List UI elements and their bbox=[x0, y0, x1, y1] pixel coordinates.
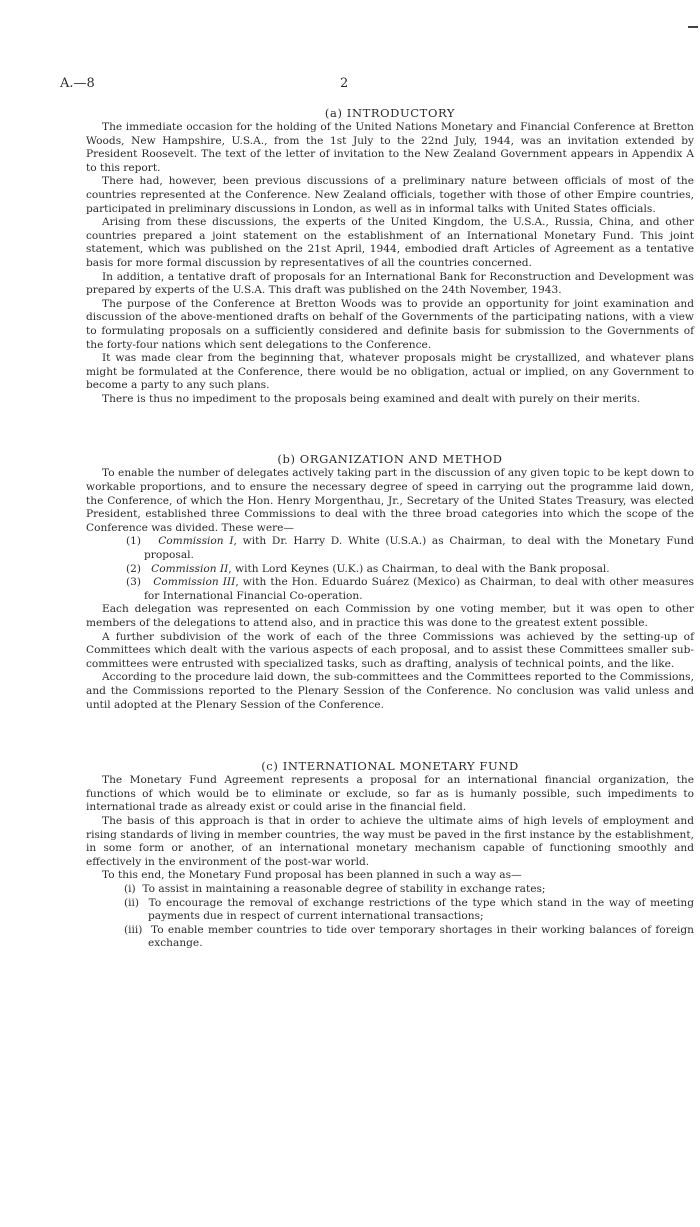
section-heading: (c) INTERNATIONAL MONETARY FUND bbox=[261, 759, 519, 774]
scan-mark bbox=[688, 26, 698, 28]
aims-list bbox=[86, 883, 694, 951]
paragraph: Arising from these discussions, the experts of the United Kingdom, the U.S.A., Russia, China, and other countries prepared a joint statement on the establishment of an International Monetary Fund. This joint statement, which was published on the 21st April, 1944, embodied draft Articles of Agreement as a tentative basis for more formal discussion by representatives of all the countries concerned. bbox=[86, 216, 694, 269]
list-item: (i) To assist in maintaining a reasonable degree of stability in exchange rates; bbox=[124, 882, 546, 895]
list-item: (2) Commission II, with Lord Keynes (U.K.) as Chairman, to deal with the Bank proposal. bbox=[126, 562, 610, 575]
section-heading: (a) INTRODUCTORY bbox=[324, 106, 456, 120]
section-monetary-fund bbox=[86, 759, 694, 951]
commission-list bbox=[86, 535, 694, 603]
paragraph: Each delegation was represented on each Commission by one voting member, but it was open to other members of the delegations to attend also, and in practice this was done to the greatest extent possible. bbox=[86, 603, 694, 629]
paragraph: To this end, the Monetary Fund proposal has been planned in such a way as— bbox=[102, 869, 522, 882]
document-reference: A.—8 bbox=[60, 76, 95, 91]
commission-name: Commission I bbox=[158, 535, 234, 548]
section-introductory bbox=[86, 106, 694, 406]
page-number: 2 bbox=[340, 76, 349, 91]
paragraph: There had, however, been previous discussions of a preliminary nature between officials of most of the countries represented at the Conference. New Zealand officials, together with those of other Empire countries, participated in preliminary discussions in London, as well as in informal talks with United States officials. bbox=[86, 175, 694, 215]
list-item: (iii) To enable member countries to tide over temporary shortages in their working balances of foreign exchange. bbox=[124, 923, 694, 950]
paragraph: In addition, a tentative draft of proposals for an International Bank for Reconstruction and Development was prepared by experts of the U.S.A. This draft was published on the 24th November, 1943. bbox=[86, 270, 694, 297]
paragraph: It was made clear from the beginning that, whatever proposals might be crystallized, and whatever plans might be formulated at the Conference, there would be no obligation, actual or implied, on any Government to become a party to any such plans. bbox=[86, 352, 694, 392]
list-item: (1) Commission I, with Dr. Harry D. White (U.S.A.) as Chairman, to deal with the Monetary Fund proposal. bbox=[126, 535, 694, 562]
paragraph: The basis of this approach is that in order to achieve the ultimate aims of high levels of employment and rising standards of living in member countries, the way must be paved in the first instance by the establishment, in some form or another, of an international monetary mechanism capable of functioning smoothly and effectively in the environment of the post-war world. bbox=[86, 814, 694, 868]
section-organization bbox=[86, 452, 694, 712]
paragraph: To enable the number of delegates actively taking part in the discussion of any given topic to be kept down to workable proportions, and to ensure the necessary degree of speed in carrying out the programme laid down, the Conference, of which the Hon. Henry Morgenthau, Jr., Secretary of the United States Treasury, was elected President, established three Commissions to deal with the three broad categories into which the scope of the Conference was divided. These were— bbox=[86, 467, 694, 534]
paragraph: There is thus no impediment to the proposals being examined and dealt with purely on their merits. bbox=[102, 392, 641, 405]
list-item: (ii) To encourage the removal of exchange restrictions of the type which stand in the way of meeting payments due in respect of current international transactions; bbox=[124, 896, 694, 923]
paragraph: According to the procedure laid down, the sub-committees and the Committees reported to the Commissions, and the Commissions reported to the Plenary Session of the Conference. No conclusion was valid unless and until adopted at the Plenary Session of the Conference. bbox=[86, 671, 694, 711]
list-item: (3) Commission III, with the Hon. Eduardo Suárez (Mexico) as Chairman, to deal with other measures for International Financial Co-operation. bbox=[126, 576, 694, 602]
commission-name: Commission III bbox=[153, 576, 236, 589]
paragraph: A further subdivision of the work of each of the three Commissions was achieved by the setting-up of Committees which dealt with the various aspects of each proposal, and to assist these Committees smaller sub-committees were entrusted with specialized tasks, such as drafting, analysis of technical points, and the like. bbox=[86, 630, 694, 670]
page-body bbox=[86, 82, 694, 951]
paragraph: The purpose of the Conference at Bretton Woods was to provide an opportunity for joint examination and discussion of the above-mentioned drafts on behalf of the Governments of the participating nations, with a view to formulating proposals on a sufficiently considered and definite basis for submission to the Governments of the forty-four nations which sent delegations to the Conference. bbox=[86, 297, 694, 351]
paragraph: The Monetary Fund Agreement represents a proposal for an international financial organization, the functions of which would be to eliminate or exclude, so far as is humanly possible, such impediments to international trade as already exist or could arise in the financial field. bbox=[86, 774, 694, 814]
paragraph: The immediate occasion for the holding of the United Nations Monetary and Financial Conference at Bretton Woods, New Hampshire, U.S.A., from the 1st July to the 22nd July, 1944, was an invitation extended by President Roosevelt. The text of the letter of invitation to the New Zealand Government appears in Appendix A to this report. bbox=[86, 121, 694, 174]
commission-name: Commission II bbox=[151, 562, 229, 575]
section-heading: (b) ORGANIZATION AND METHOD bbox=[277, 452, 503, 467]
